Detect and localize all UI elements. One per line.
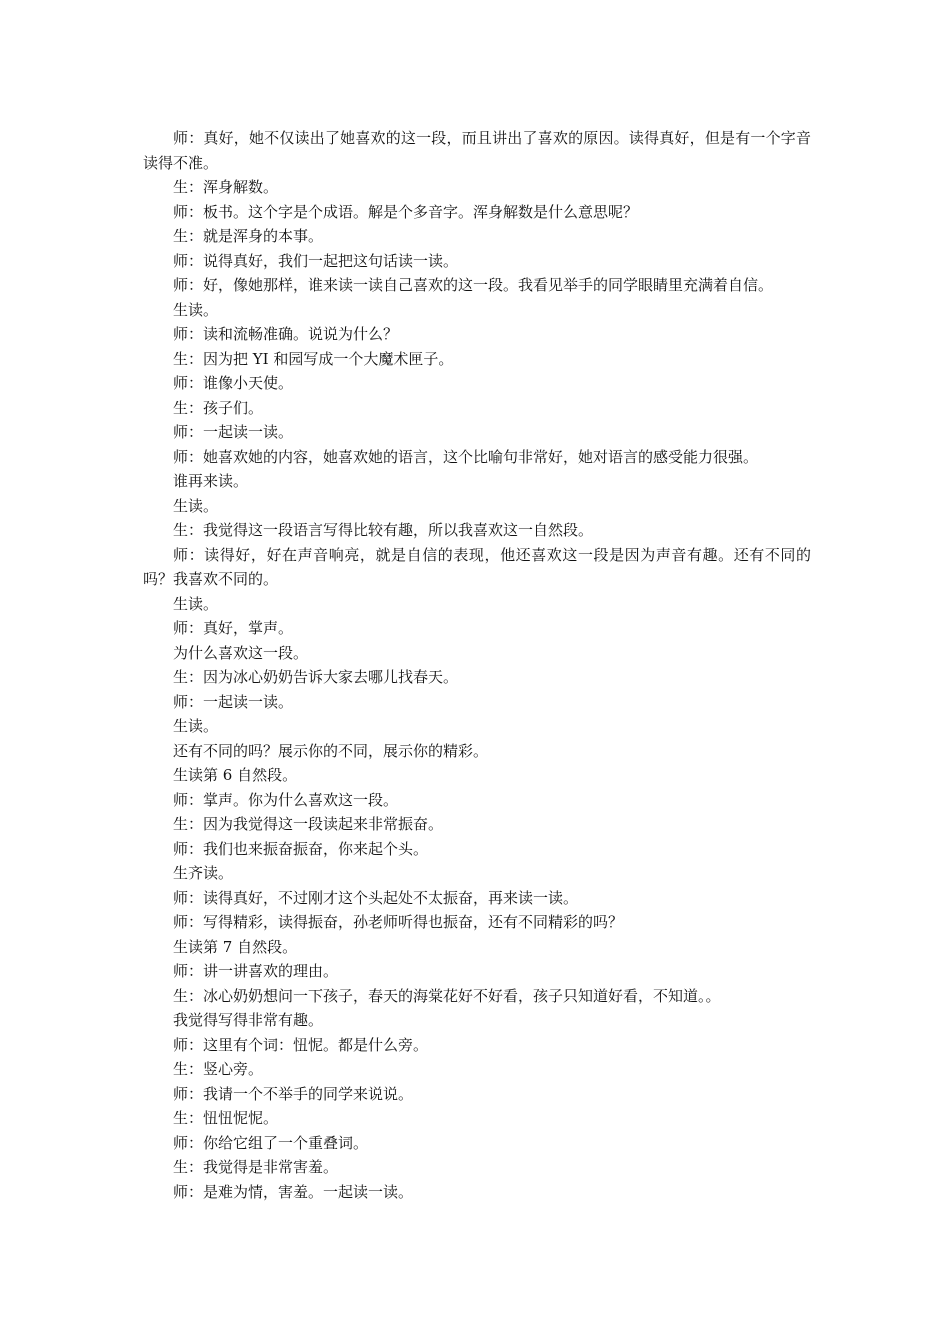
paragraph: 师：真好，她不仅读出了她喜欢的这一段，而且讲出了喜欢的原因。读得真好，但是有一个字音读得不准。 — [143, 129, 811, 172]
paragraph: 我觉得写得非常有趣。 — [173, 1011, 324, 1029]
paragraph: 生读。 — [173, 300, 219, 319]
paragraph: 生：因为冰心奶奶告诉大家去哪儿找春天。 — [173, 668, 459, 686]
paragraph: 师：是难为情，害羞。一起读一读。 — [173, 1182, 414, 1201]
document-body — [143, 126, 811, 1204]
paragraph: 师：我请一个不举手的同学来说说。 — [173, 1084, 414, 1103]
paragraph: 生读。 — [173, 496, 219, 515]
paragraph: 师：说得真好，我们一起把这句话读一读。 — [173, 251, 459, 270]
paragraph: 师：好，像她那样，谁来读一读自己喜欢的这一段。我看见举手的同学眼睛里充满着自信。 — [173, 276, 774, 294]
paragraph: 师：读得好，好在声音响亮，就是自信的表现，他还喜欢这一段是因为声音有趣。还有不同的吗？我喜欢不同的。 — [143, 545, 811, 588]
paragraph: 生：冰心奶奶想问一下孩子，春天的海棠花好不好看，孩子只知道好看，不知道。。 — [173, 986, 721, 1005]
paragraph: 生读。 — [173, 717, 219, 735]
paragraph: 师：板书。这个字是个成语。解是个多音字。浑身解数是什么意思呢？ — [173, 202, 639, 221]
paragraph: 师：这里有个词：忸怩。都是什么旁。 — [173, 1035, 429, 1054]
paragraph: 生：浑身解数。 — [173, 178, 279, 196]
paragraph: 生：我觉得这一段语言写得比较有趣，所以我喜欢这一自然段。 — [173, 521, 594, 539]
paragraph: 生读第 7 自然段。 — [173, 937, 298, 956]
paragraph: 生：因为把 YI 和园写成一个大魔术匣子。 — [173, 349, 454, 368]
paragraph: 生：竖心旁。 — [173, 1060, 264, 1078]
paragraph: 师：谁像小天使。 — [173, 374, 294, 392]
paragraph: 生：因为我觉得这一段读起来非常振奋。 — [173, 815, 444, 833]
paragraph: 师：真好，掌声。 — [173, 619, 294, 637]
paragraph: 生：就是浑身的本事。 — [173, 227, 324, 245]
paragraph: 还有不同的吗？展示你的不同，展示你的精彩。 — [173, 741, 489, 760]
paragraph: 师：她喜欢她的内容，她喜欢她的语言，这个比喻句非常好，她对语言的感受能力很强。 — [173, 447, 759, 466]
paragraph: 师：读和流畅准确。说说为什么？ — [173, 325, 399, 343]
paragraph: 师：读得真好，不过刚才这个头起处不太振奋，再来读一读。 — [173, 888, 579, 907]
paragraph: 师：掌声。你为什么喜欢这一段。 — [173, 790, 399, 809]
paragraph: 生齐读。 — [173, 864, 234, 882]
paragraph: 谁再来读。 — [173, 472, 249, 490]
paragraph: 师：你给它组了一个重叠词。 — [173, 1133, 369, 1152]
paragraph: 师：讲一讲喜欢的理由。 — [173, 962, 339, 980]
paragraph: 生：孩子们。 — [173, 398, 264, 417]
paragraph: 生读。 — [173, 594, 219, 613]
paragraph: 师：我们也来振奋振奋，你来起个头。 — [173, 839, 429, 858]
paragraph: 生：我觉得是非常害羞。 — [173, 1158, 339, 1176]
paragraph: 师：一起读一读。 — [173, 423, 294, 441]
paragraph: 师：一起读一读。 — [173, 692, 294, 711]
paragraph: 师：写得精彩，读得振奋，孙老师听得也振奋，还有不同精彩的吗？ — [173, 913, 624, 931]
paragraph: 为什么喜欢这一段。 — [173, 643, 309, 662]
paragraph: 生：忸忸怩怩。 — [173, 1109, 279, 1127]
paragraph: 生读第 6 自然段。 — [173, 766, 298, 784]
